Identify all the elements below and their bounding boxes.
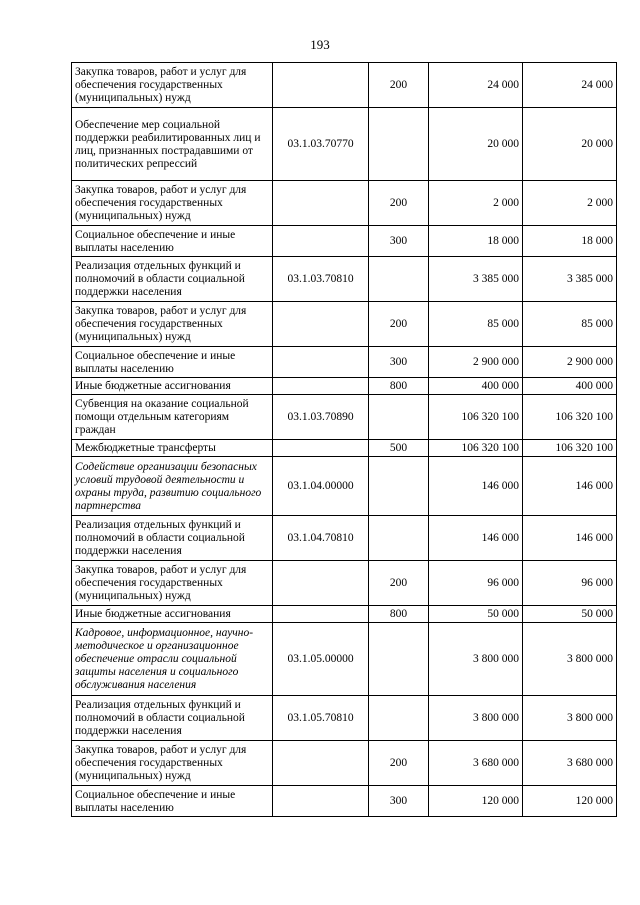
page-number: 193 bbox=[310, 37, 330, 52]
cell-name: Межбюджетные трансферты bbox=[72, 440, 273, 457]
table-row bbox=[72, 347, 617, 378]
cell-amount-1: 3 385 000 bbox=[429, 257, 523, 302]
table-row bbox=[72, 516, 617, 561]
cell-expense-type bbox=[369, 623, 429, 696]
cell-code bbox=[273, 181, 369, 226]
cell-expense-type: 300 bbox=[369, 347, 429, 378]
cell-amount-2: 146 000 bbox=[523, 516, 617, 561]
cell-amount-1: 20 000 bbox=[429, 108, 523, 181]
cell-expense-type: 800 bbox=[369, 378, 429, 395]
cell-name: Содействие организации безопасных условий трудовой деятельности и охраны труда, развитию социального партнерства bbox=[72, 457, 273, 516]
cell-name: Иные бюджетные ассигнования bbox=[72, 606, 273, 623]
cell-code: 03.1.04.00000 bbox=[273, 457, 369, 516]
cell-expense-type: 200 bbox=[369, 63, 429, 108]
cell-amount-1: 96 000 bbox=[429, 561, 523, 606]
table-row bbox=[72, 226, 617, 257]
cell-name: Закупка товаров, работ и услуг для обеспечения государственных (муниципальных) нужд bbox=[72, 741, 273, 786]
cell-expense-type: 300 bbox=[369, 226, 429, 257]
cell-code: 03.1.03.70890 bbox=[273, 395, 369, 440]
cell-amount-1: 106 320 100 bbox=[429, 395, 523, 440]
table-row bbox=[72, 786, 617, 817]
table-row bbox=[72, 302, 617, 347]
cell-name: Обеспечение мер социальной поддержки реабилитированных лиц и лиц, признанных пострадавшими от политических репрессий bbox=[72, 108, 273, 181]
table-row bbox=[72, 378, 617, 395]
cell-amount-2: 18 000 bbox=[523, 226, 617, 257]
cell-amount-2: 2 900 000 bbox=[523, 347, 617, 378]
table-row bbox=[72, 108, 617, 181]
cell-code bbox=[273, 561, 369, 606]
cell-name: Реализация отдельных функций и полномочий в области социальной поддержки населения bbox=[72, 257, 273, 302]
cell-amount-2: 106 320 100 bbox=[523, 440, 617, 457]
cell-amount-2: 400 000 bbox=[523, 378, 617, 395]
cell-amount-2: 20 000 bbox=[523, 108, 617, 181]
cell-name: Закупка товаров, работ и услуг для обеспечения государственных (муниципальных) нужд bbox=[72, 561, 273, 606]
cell-amount-2: 50 000 bbox=[523, 606, 617, 623]
cell-code bbox=[273, 378, 369, 395]
cell-expense-type bbox=[369, 257, 429, 302]
cell-expense-type: 800 bbox=[369, 606, 429, 623]
cell-name: Закупка товаров, работ и услуг для обеспечения государственных (муниципальных) нужд bbox=[72, 63, 273, 108]
cell-amount-2: 146 000 bbox=[523, 457, 617, 516]
table-row bbox=[72, 257, 617, 302]
cell-amount-1: 18 000 bbox=[429, 226, 523, 257]
cell-expense-type: 500 bbox=[369, 440, 429, 457]
cell-amount-1: 146 000 bbox=[429, 457, 523, 516]
table-row bbox=[72, 741, 617, 786]
cell-expense-type: 200 bbox=[369, 741, 429, 786]
cell-expense-type: 200 bbox=[369, 181, 429, 226]
cell-code bbox=[273, 606, 369, 623]
cell-name: Социальное обеспечение и иные выплаты населению bbox=[72, 786, 273, 817]
cell-expense-type bbox=[369, 696, 429, 741]
cell-code: 03.1.03.70770 bbox=[273, 108, 369, 181]
cell-code: 03.1.03.70810 bbox=[273, 257, 369, 302]
cell-amount-2: 3 800 000 bbox=[523, 696, 617, 741]
cell-name: Субвенция на оказание социальной помощи отдельным категориям граждан bbox=[72, 395, 273, 440]
cell-expense-type bbox=[369, 395, 429, 440]
budget-table-body bbox=[72, 63, 617, 817]
cell-code: 03.1.05.00000 bbox=[273, 623, 369, 696]
cell-name: Кадровое, информационное, научно-методическое и организационное обеспечение отрасли социальной защиты населения и социального обслуживания населения bbox=[72, 623, 273, 696]
budget-table bbox=[71, 62, 617, 817]
cell-amount-1: 85 000 bbox=[429, 302, 523, 347]
cell-expense-type: 200 bbox=[369, 561, 429, 606]
cell-amount-2: 3 385 000 bbox=[523, 257, 617, 302]
cell-amount-1: 146 000 bbox=[429, 516, 523, 561]
table-row bbox=[72, 457, 617, 516]
cell-name: Иные бюджетные ассигнования bbox=[72, 378, 273, 395]
cell-name: Закупка товаров, работ и услуг для обеспечения государственных (муниципальных) нужд bbox=[72, 181, 273, 226]
cell-code bbox=[273, 741, 369, 786]
cell-expense-type bbox=[369, 516, 429, 561]
cell-amount-1: 400 000 bbox=[429, 378, 523, 395]
cell-amount-1: 3 680 000 bbox=[429, 741, 523, 786]
table-row bbox=[72, 181, 617, 226]
table-row bbox=[72, 561, 617, 606]
cell-amount-2: 106 320 100 bbox=[523, 395, 617, 440]
cell-name: Реализация отдельных функций и полномочий в области социальной поддержки населения bbox=[72, 516, 273, 561]
cell-name: Социальное обеспечение и иные выплаты населению bbox=[72, 226, 273, 257]
cell-code bbox=[273, 440, 369, 457]
cell-name: Реализация отдельных функций и полномочий в области социальной поддержки населения bbox=[72, 696, 273, 741]
cell-amount-1: 2 900 000 bbox=[429, 347, 523, 378]
table-row bbox=[72, 606, 617, 623]
cell-amount-2: 24 000 bbox=[523, 63, 617, 108]
table-row bbox=[72, 696, 617, 741]
cell-amount-2: 85 000 bbox=[523, 302, 617, 347]
cell-code bbox=[273, 347, 369, 378]
cell-amount-2: 96 000 bbox=[523, 561, 617, 606]
cell-amount-2: 120 000 bbox=[523, 786, 617, 817]
cell-code: 03.1.04.70810 bbox=[273, 516, 369, 561]
table-row bbox=[72, 440, 617, 457]
cell-code bbox=[273, 302, 369, 347]
cell-expense-type: 300 bbox=[369, 786, 429, 817]
cell-amount-1: 50 000 bbox=[429, 606, 523, 623]
cell-code bbox=[273, 63, 369, 108]
cell-expense-type bbox=[369, 457, 429, 516]
cell-code: 03.1.05.70810 bbox=[273, 696, 369, 741]
cell-amount-2: 3 800 000 bbox=[523, 623, 617, 696]
cell-name: Закупка товаров, работ и услуг для обеспечения государственных (муниципальных) нужд bbox=[72, 302, 273, 347]
cell-amount-1: 3 800 000 bbox=[429, 696, 523, 741]
cell-amount-2: 3 680 000 bbox=[523, 741, 617, 786]
cell-amount-1: 120 000 bbox=[429, 786, 523, 817]
cell-name: Социальное обеспечение и иные выплаты населению bbox=[72, 347, 273, 378]
cell-amount-1: 2 000 bbox=[429, 181, 523, 226]
cell-code bbox=[273, 226, 369, 257]
cell-code bbox=[273, 786, 369, 817]
cell-expense-type: 200 bbox=[369, 302, 429, 347]
cell-amount-2: 2 000 bbox=[523, 181, 617, 226]
table-row bbox=[72, 63, 617, 108]
cell-amount-1: 106 320 100 bbox=[429, 440, 523, 457]
table-row bbox=[72, 395, 617, 440]
cell-expense-type bbox=[369, 108, 429, 181]
table-row bbox=[72, 623, 617, 696]
cell-amount-1: 24 000 bbox=[429, 63, 523, 108]
cell-amount-1: 3 800 000 bbox=[429, 623, 523, 696]
